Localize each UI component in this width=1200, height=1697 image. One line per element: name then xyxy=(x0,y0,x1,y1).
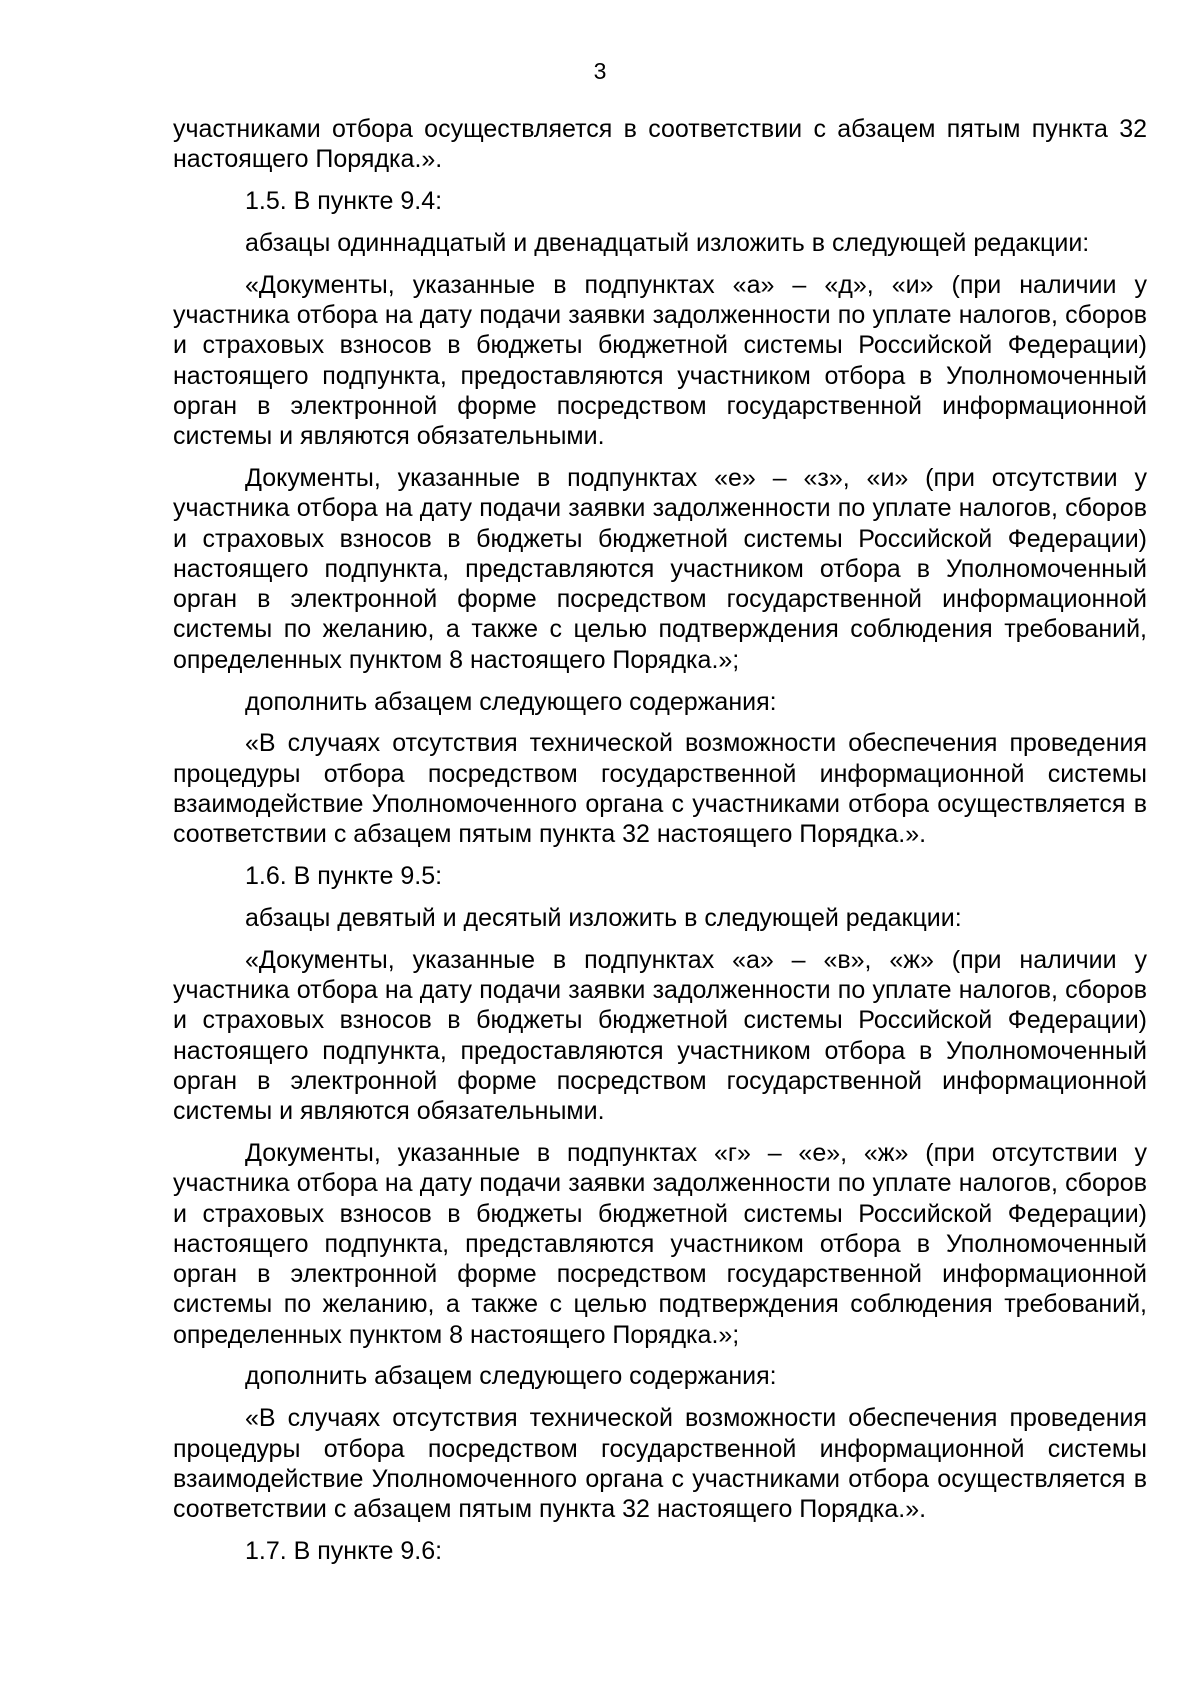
paragraph: «В случаях отсутствия технической возможности обеспечения проведения процедуры отбора посредством государственной информационной системы взаимодействие Уполномоченного органа с участниками отбора осуществляется в соответствии с абзацем пятым пункта 32 настоящего Порядка.». xyxy=(173,1404,1147,1524)
paragraph: «Документы, указанные в подпунктах «а» – «в», «ж» (при наличии у участника отбора на дату подачи заявки задолженности по уплате налогов, сборов и страховых взносов в бюджеты бюджетной системы Российской Федерации) настоящего подпункта, предоставляются участником отбора в Уполномоченный орган в электронной форме посредством государственной информационной системы и являются обязательными. xyxy=(173,945,1147,1126)
section-heading-1-5: 1.5. В пункте 9.4: xyxy=(245,187,443,216)
page-number: 3 xyxy=(593,58,607,84)
section-heading-1-7: 1.7. В пункте 9.6: xyxy=(245,1536,443,1565)
paragraph: «В случаях отсутствия технической возможности обеспечения проведения процедуры отбора посредством государственной информационной системы взаимодействие Уполномоченного органа с участниками отбора осуществляется в соответствии с абзацем пятым пункта 32 настоящего Порядка.». xyxy=(173,729,1147,849)
paragraph: дополнить абзацем следующего содержания: xyxy=(245,687,777,716)
section-heading-1-6: 1.6. В пункте 9.5: xyxy=(245,862,443,891)
paragraph: Документы, указанные в подпунктах «г» – «е», «ж» (при отсутствии у участника отбора на дату подачи заявки задолженности по уплате налогов, сборов и страховых взносов в бюджеты бюджетной системы Российской Федерации) настоящего подпункта, представляются участником отбора в Уполномоченный орган в электронной форме посредством государственной информационной системы по желанию, а также с целью подтверждения соблюдения требований, определенных пунктом 8 настоящего Порядка.»; xyxy=(173,1138,1147,1349)
paragraph-continuation: участниками отбора осуществляется в соответствии с абзацем пятым пункта 32 настоящего Порядка.». xyxy=(173,115,1147,174)
paragraph: Документы, указанные в подпунктах «е» – «з», «и» (при отсутствии у участника отбора на дату подачи заявки задолженности по уплате налогов, сборов и страховых взносов в бюджеты бюджетной системы Российской Федерации) настоящего подпункта, представляются участником отбора в Уполномоченный орган в электронной форме посредством государственной информационной системы по желанию, а также с целью подтверждения соблюдения требований, определенных пунктом 8 настоящего Порядка.»; xyxy=(173,463,1147,674)
paragraph: дополнить абзацем следующего содержания: xyxy=(245,1362,777,1391)
paragraph: абзацы одиннадцатый и двенадцатый изложить в следующей редакции: xyxy=(245,228,1090,257)
paragraph: абзацы девятый и десятый изложить в следующей редакции: xyxy=(245,903,962,932)
document-body xyxy=(173,114,1147,1578)
paragraph: «Документы, указанные в подпунктах «а» – «д», «и» (при наличии у участника отбора на дату подачи заявки задолженности по уплате налогов, сборов и страховых взносов в бюджеты бюджетной системы Российской Федерации) настоящего подпункта, предоставляются участником отбора в Уполномоченный орган в электронной форме посредством государственной информационной системы и являются обязательными. xyxy=(173,270,1147,451)
